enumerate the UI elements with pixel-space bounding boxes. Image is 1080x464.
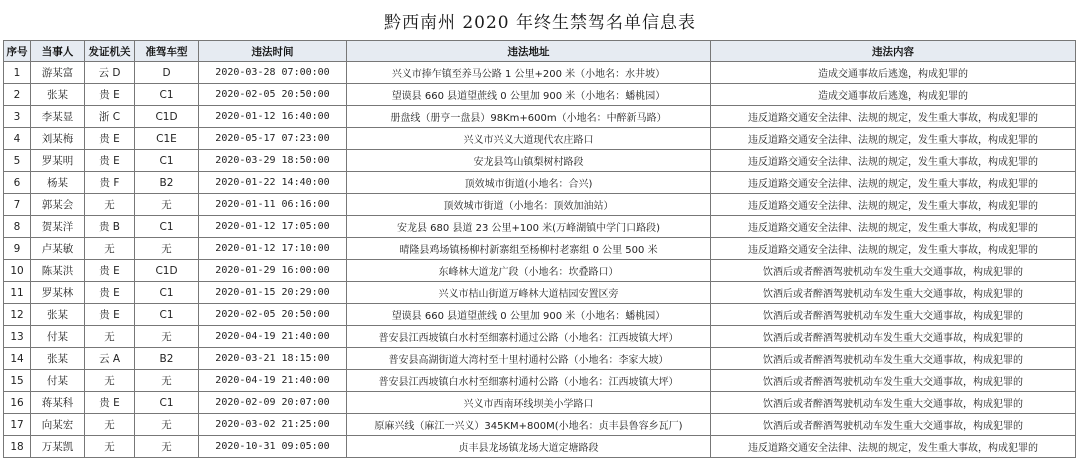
cell-issuer: 无 (85, 326, 135, 348)
cell-name: 付某 (31, 370, 85, 392)
cell-vehicle-class: 无 (135, 436, 199, 458)
cell-no: 14 (4, 348, 31, 370)
cell-content: 饮酒后或者醉酒驾驶机动车发生重大交通事故，构成犯罪的 (711, 260, 1076, 282)
ban-list-table (3, 40, 1076, 458)
cell-time: 2020-02-05 20:50:00 (199, 84, 347, 106)
cell-content: 造成交通事故后逃逸，构成犯罪的 (711, 84, 1076, 106)
table-row (4, 106, 1076, 128)
cell-content: 违反道路交通安全法律、法规的规定，发生重大事故，构成犯罪的 (711, 194, 1076, 216)
cell-name: 罗某明 (31, 150, 85, 172)
cell-no: 10 (4, 260, 31, 282)
cell-issuer: 云 A (85, 348, 135, 370)
cell-name: 刘某梅 (31, 128, 85, 150)
cell-vehicle-class: 无 (135, 370, 199, 392)
cell-name: 游某富 (31, 62, 85, 84)
table-row (4, 436, 1076, 458)
table-row (4, 216, 1076, 238)
cell-vehicle-class: C1 (135, 304, 199, 326)
cell-address: 安龙县 680 县道 23 公里+100 米(万峰湖镇中学门口路段) (347, 216, 711, 238)
cell-name: 付某 (31, 326, 85, 348)
cell-name: 张某 (31, 348, 85, 370)
cell-address: 顶效城市街道(小地名：合兴) (347, 172, 711, 194)
cell-name: 李某显 (31, 106, 85, 128)
cell-time: 2020-01-11 06:16:00 (199, 194, 347, 216)
cell-vehicle-class: 无 (135, 326, 199, 348)
cell-address: 兴义市捧乍镇至养马公路 1 公里+200 米（小地名：水井坡） (347, 62, 711, 84)
cell-name: 罗某林 (31, 282, 85, 304)
cell-time: 2020-04-19 21:40:00 (199, 326, 347, 348)
cell-vehicle-class: C1 (135, 282, 199, 304)
cell-content: 饮酒后或者醉酒驾驶机动车发生重大交通事故，构成犯罪的 (711, 414, 1076, 436)
cell-issuer: 贵 E (85, 260, 135, 282)
cell-content: 饮酒后或者醉酒驾驶机动车发生重大交通事故，构成犯罪的 (711, 326, 1076, 348)
column-header-address: 违法地址 (347, 41, 711, 62)
cell-issuer: 贵 E (85, 150, 135, 172)
cell-name: 张某 (31, 84, 85, 106)
table-header-row (4, 41, 1076, 62)
cell-no: 13 (4, 326, 31, 348)
cell-time: 2020-03-28 07:00:00 (199, 62, 347, 84)
column-header-time: 违法时间 (199, 41, 347, 62)
cell-issuer: 贵 E (85, 282, 135, 304)
cell-no: 12 (4, 304, 31, 326)
cell-time: 2020-10-31 09:05:00 (199, 436, 347, 458)
cell-vehicle-class: B2 (135, 172, 199, 194)
table-row (4, 62, 1076, 84)
table-row (4, 282, 1076, 304)
cell-content: 饮酒后或者醉酒驾驶机动车发生重大交通事故，构成犯罪的 (711, 282, 1076, 304)
cell-no: 11 (4, 282, 31, 304)
cell-content: 违反道路交通安全法律、法规的规定，发生重大事故，构成犯罪的 (711, 106, 1076, 128)
table-row (4, 194, 1076, 216)
cell-content: 饮酒后或者醉酒驾驶机动车发生重大交通事故，构成犯罪的 (711, 370, 1076, 392)
cell-no: 8 (4, 216, 31, 238)
cell-vehicle-class: C1 (135, 150, 199, 172)
cell-address: 册盘线（册亨一盘县）98Km+600m（小地名：中醉新马路） (347, 106, 711, 128)
cell-time: 2020-01-12 17:10:00 (199, 238, 347, 260)
column-header-vehicle-class: 准驾车型 (135, 41, 199, 62)
cell-name: 陈某洪 (31, 260, 85, 282)
cell-no: 18 (4, 436, 31, 458)
cell-address: 顶效城市街道（小地名：顶效加油站） (347, 194, 711, 216)
cell-content: 饮酒后或者醉酒驾驶机动车发生重大交通事故，构成犯罪的 (711, 348, 1076, 370)
table-row (4, 370, 1076, 392)
cell-vehicle-class: C1D (135, 260, 199, 282)
cell-issuer: 贵 E (85, 128, 135, 150)
cell-no: 1 (4, 62, 31, 84)
table-row (4, 84, 1076, 106)
cell-name: 杨某 (31, 172, 85, 194)
cell-vehicle-class: D (135, 62, 199, 84)
cell-address: 兴义市兴义大道现代农庄路口 (347, 128, 711, 150)
cell-address: 安龙县笃山镇梨树村路段 (347, 150, 711, 172)
cell-issuer: 无 (85, 370, 135, 392)
cell-content: 违反道路交通安全法律、法规的规定，发生重大事故，构成犯罪的 (711, 436, 1076, 458)
cell-time: 2020-01-15 20:29:00 (199, 282, 347, 304)
cell-no: 9 (4, 238, 31, 260)
cell-no: 2 (4, 84, 31, 106)
cell-name: 蒋某科 (31, 392, 85, 414)
cell-time: 2020-01-29 16:00:00 (199, 260, 347, 282)
cell-content: 饮酒后或者醉酒驾驶机动车发生重大交通事故，构成犯罪的 (711, 304, 1076, 326)
cell-issuer: 云 D (85, 62, 135, 84)
cell-address: 贞丰县龙场镇龙场大道定塘路段 (347, 436, 711, 458)
cell-address: 晴隆县鸡场镇杨柳村新寨组至杨柳村老寨组 0 公里 500 米 (347, 238, 711, 260)
cell-no: 3 (4, 106, 31, 128)
cell-content: 违反道路交通安全法律、法规的规定，发生重大事故，构成犯罪的 (711, 238, 1076, 260)
cell-vehicle-class: 无 (135, 194, 199, 216)
cell-time: 2020-02-09 20:07:00 (199, 392, 347, 414)
table-row (4, 348, 1076, 370)
cell-issuer: 无 (85, 414, 135, 436)
cell-vehicle-class: C1D (135, 106, 199, 128)
cell-no: 6 (4, 172, 31, 194)
cell-vehicle-class: B2 (135, 348, 199, 370)
cell-issuer: 无 (85, 238, 135, 260)
table-row (4, 150, 1076, 172)
cell-address: 普安县江西坡镇白水村至细寨村通过公路（小地名：江西坡镇大坪） (347, 326, 711, 348)
cell-issuer: 无 (85, 194, 135, 216)
cell-address: 兴义市桔山街道万峰林大道桔园安置区旁 (347, 282, 711, 304)
cell-time: 2020-05-17 07:23:00 (199, 128, 347, 150)
cell-address: 原麻兴线（麻江一兴义）345KM+800M(小地名：贞丰县鲁容乡瓦厂) (347, 414, 711, 436)
cell-vehicle-class: 无 (135, 238, 199, 260)
cell-issuer: 浙 C (85, 106, 135, 128)
cell-time: 2020-01-12 17:05:00 (199, 216, 347, 238)
cell-issuer: 贵 E (85, 304, 135, 326)
column-header-no: 序号 (4, 41, 31, 62)
cell-vehicle-class: C1 (135, 216, 199, 238)
cell-name: 向某宏 (31, 414, 85, 436)
table-row (4, 260, 1076, 282)
table-row (4, 238, 1076, 260)
table-row (4, 392, 1076, 414)
cell-address: 普安县高湖街道大湾村至十里村通村公路（小地名：李家大坡） (347, 348, 711, 370)
cell-address: 普安县江西坡镇白水村至细寨村通村公路（小地名：江西坡镇大坪） (347, 370, 711, 392)
cell-address: 望谟县 660 县道望蔗线 0 公里加 900 米（小地名：蟠桃园） (347, 84, 711, 106)
cell-address: 兴义市西南环线坝美小学路口 (347, 392, 711, 414)
cell-content: 违反道路交通安全法律、法规的规定，发生重大事故，构成犯罪的 (711, 172, 1076, 194)
cell-name: 贺某洋 (31, 216, 85, 238)
cell-no: 15 (4, 370, 31, 392)
cell-no: 4 (4, 128, 31, 150)
cell-time: 2020-03-21 18:15:00 (199, 348, 347, 370)
cell-no: 5 (4, 150, 31, 172)
table-row (4, 304, 1076, 326)
cell-name: 卢某敏 (31, 238, 85, 260)
cell-address: 望谟县 660 县道望蔗线 0 公里加 900 米（小地名：蟠桃园） (347, 304, 711, 326)
cell-content: 违反道路交通安全法律、法规的规定，发生重大事故，构成犯罪的 (711, 128, 1076, 150)
cell-no: 7 (4, 194, 31, 216)
cell-time: 2020-01-22 14:40:00 (199, 172, 347, 194)
page-title: 黔西南州 2020 年终生禁驾名单信息表 (383, 12, 697, 33)
cell-name: 万某凯 (31, 436, 85, 458)
cell-time: 2020-04-19 21:40:00 (199, 370, 347, 392)
cell-issuer: 贵 E (85, 84, 135, 106)
cell-issuer: 贵 F (85, 172, 135, 194)
cell-no: 17 (4, 414, 31, 436)
cell-vehicle-class: C1 (135, 84, 199, 106)
column-header-issuer: 发证机关 (85, 41, 135, 62)
cell-issuer: 贵 E (85, 392, 135, 414)
cell-content: 造成交通事故后逃逸，构成犯罪的 (711, 62, 1076, 84)
column-header-content: 违法内容 (711, 41, 1076, 62)
cell-name: 张某 (31, 304, 85, 326)
column-header-name: 当事人 (31, 41, 85, 62)
cell-time: 2020-01-12 16:40:00 (199, 106, 347, 128)
table-row (4, 172, 1076, 194)
cell-content: 违反道路交通安全法律、法规的规定，发生重大事故，构成犯罪的 (711, 216, 1076, 238)
cell-issuer: 无 (85, 436, 135, 458)
cell-vehicle-class: C1 (135, 392, 199, 414)
cell-vehicle-class: C1E (135, 128, 199, 150)
table-row (4, 128, 1076, 150)
cell-time: 2020-02-05 20:50:00 (199, 304, 347, 326)
cell-time: 2020-03-29 18:50:00 (199, 150, 347, 172)
cell-content: 饮酒后或者醉酒驾驶机动车发生重大交通事故，构成犯罪的 (711, 392, 1076, 414)
cell-address: 东峰林大道龙广段（小地名：坎叠路口） (347, 260, 711, 282)
cell-time: 2020-03-02 21:25:00 (199, 414, 347, 436)
cell-content: 违反道路交通安全法律、法规的规定，发生重大事故，构成犯罪的 (711, 150, 1076, 172)
table-row (4, 414, 1076, 436)
cell-no: 16 (4, 392, 31, 414)
table-row (4, 326, 1076, 348)
cell-issuer: 贵 B (85, 216, 135, 238)
cell-vehicle-class: 无 (135, 414, 199, 436)
cell-name: 郭某会 (31, 194, 85, 216)
